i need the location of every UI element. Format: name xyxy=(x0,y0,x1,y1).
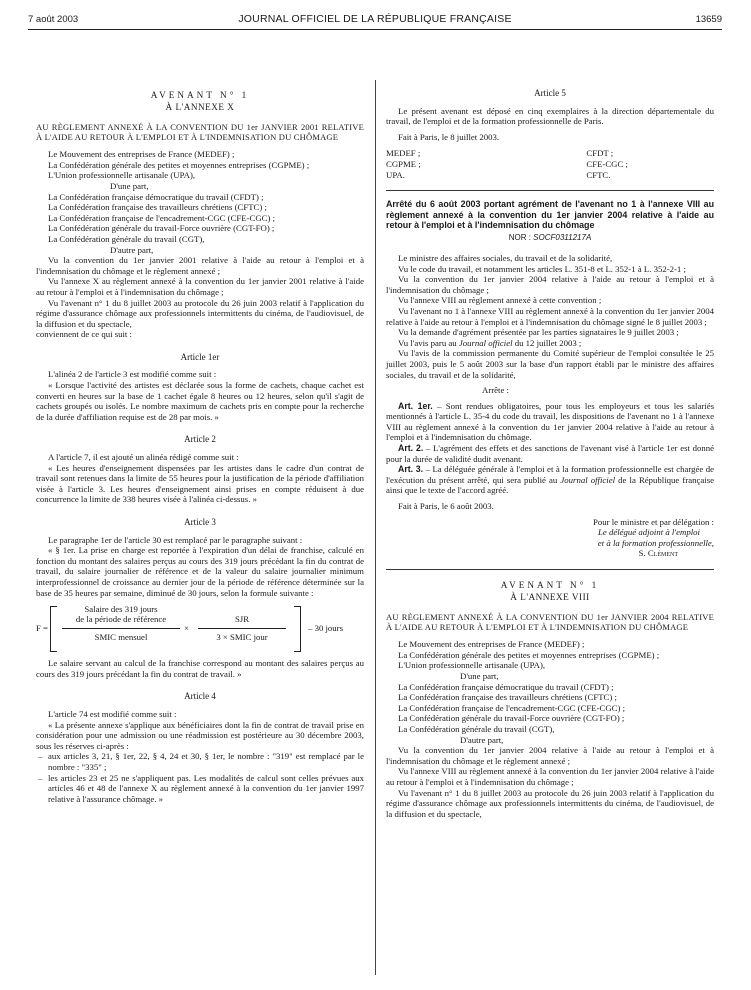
signatory: UPA. xyxy=(386,169,405,180)
arrete-article: Art. 2. – L'agrément des effets et des sanctions de l'avenant visé à l'article 1er est donné pour la durée de validité dudit avenant. xyxy=(386,443,714,464)
article-heading: Article 2 xyxy=(184,434,216,445)
formula-bracket-left xyxy=(50,606,57,652)
article-text: « La présente annexe s'applique aux bénéficiaires dont la fin de contrat de travail prise en considération pour une admission ou une réadmission est postérieure au 30 décembre 2003, sous les réserves ci-après : xyxy=(36,719,364,751)
vu-paragraph: Vu la convention du 1er janvier 2001 relative à l'aide au retour à l'emploi et à l'indemnisation du chômage et le règlement annexé ; xyxy=(36,255,364,276)
formula-lhs: F = xyxy=(36,623,48,634)
header-rule xyxy=(28,29,722,30)
union-line: La Confédération française de l'encadrement-CGC (CFE-CGC) ; xyxy=(48,212,276,223)
formula-times: × xyxy=(184,623,189,634)
article-heading: Article 1er xyxy=(180,351,220,362)
list-item: – aux articles 3, 21, § 1er, 22, § 4, 24 et 30, § 1er, le nombre : "319" est remplacé par le nombre : "335" ; xyxy=(38,751,364,772)
dune-part: D'une part, xyxy=(460,670,499,681)
table-row xyxy=(386,159,714,170)
party-line: La Confédération générale des petites et moyennes entreprises (CGPME) ; xyxy=(48,159,310,170)
journal-title: JOURNAL OFFICIEL DE LA RÉPUBLIQUE FRANÇAISE xyxy=(238,13,512,25)
avenant-heading: AVENANT N° 1 xyxy=(500,580,600,590)
signatory: CGPME ; xyxy=(386,158,421,169)
conviennent: conviennent de ce qui suit : xyxy=(36,329,132,340)
arrete-article: Art. 1er. – Sont rendues obligatoires, pour tous les employeurs et tous les salariés mentionnés à l'article L. 35-4 du code du travail, les dispositions de l'avenant no 1 à l'annexe VIII au règlement annexé à la convention du 1er janvier 2004 relative à l'aide au retour à l'emploi et à l'indemnisation du chômage. xyxy=(386,400,714,443)
formula-numerator-1a: Salaire des 319 jours xyxy=(84,604,158,615)
vu-paragraph: Vu l'annexe VIII au règlement annexé à la convention du 1er janvier 2004 relative à l'aide au retour à l'emploi et à l'indemnisation du chômage ; xyxy=(386,766,714,787)
union-line: La Confédération française des travailleurs chrétiens (CFTC) ; xyxy=(48,202,267,213)
union-line: La Confédération générale du travail-Force ouvrière (CGT-FO) ; xyxy=(48,223,275,234)
dautre-part: D'autre part, xyxy=(110,244,154,255)
left-column xyxy=(36,90,364,804)
page-header xyxy=(28,12,722,28)
formula-fraction-1 xyxy=(62,604,180,643)
annexe-heading: À L'ANNEXE VIII xyxy=(510,591,590,602)
article-text: Le salaire servant au calcul de la franchise correspond au montant des salaires perçus au cours des 319 jours précédant la fin du contrat de travail. » xyxy=(36,658,364,679)
party-line: La Confédération générale des petites et moyennes entreprises (CGPME) ; xyxy=(398,649,660,660)
annexe-heading: À L'ANNEXE X xyxy=(165,101,235,112)
formula-numerator-1b: de la période de référence xyxy=(75,614,167,625)
vu-paragraph: Vu la convention du 1er janvier 2004 relative à l'aide au retour à l'emploi et à l'indemnisation du chômage et le règlement annexé ; xyxy=(386,745,714,766)
reserve-list xyxy=(36,751,364,804)
signer-line: et à la formation professionnelle, xyxy=(597,537,714,548)
signatory: CFE-CGC ; xyxy=(586,158,628,169)
avenant-subtitle: AU RÈGLEMENT ANNEXÉ À LA CONVENTION DU 1er JANVIER 2004 RELATIVE À L'AIDE AU RETOUR À L'EMPLOI ET À L'INDEMNISATION DU CHÔMAGE xyxy=(386,612,714,633)
section-separator xyxy=(386,569,714,570)
table-row xyxy=(386,170,714,181)
party-line: Le Mouvement des entreprises de France (MEDEF) ; xyxy=(48,149,235,160)
signatories-table xyxy=(386,148,714,180)
party-line: Le Mouvement des entreprises de France (MEDEF) ; xyxy=(398,639,585,650)
signatory: MEDEF ; xyxy=(386,148,421,159)
avenant-heading: AVENANT N° 1 xyxy=(150,90,250,100)
party-line: L'Union professionnelle artisanale (UPA), xyxy=(48,170,196,181)
vu-paragraph: Vu la convention du 1er janvier 2004 relative à l'aide au retour à l'emploi et à l'indemnisation du chômage ; xyxy=(386,274,714,295)
union-line: La Confédération française démocratique du travail (CFDT) ; xyxy=(48,191,264,202)
formula-denominator-2: 3 × SMIC jour xyxy=(216,632,268,643)
vu-paragraph: Vu le code du travail, et notamment les articles L. 351-8 et L. 352-1 à L. 352-2-1 ; xyxy=(398,263,686,274)
formula-fraction-bar-1 xyxy=(62,628,180,629)
fait-a-paris: Fait à Paris, le 8 juillet 2003. xyxy=(398,131,500,142)
fait-a-paris: Fait à Paris, le 6 août 2003. xyxy=(398,501,494,512)
vu-paragraph: Vu l'annexe VIII au règlement annexé à cette convention ; xyxy=(398,295,602,306)
ministre-line: Le ministre des affaires sociales, du travail et de la solidarité, xyxy=(398,252,613,263)
arrete-title: Arrêté du 6 août 2003 portant agrément de l'avenant no 1 à l'annexe VIII au règlement annexé à la convention du 1er janvier 2004 relative à l'aide au retour à l'emploi et à l'indemnisation du chômage xyxy=(386,199,714,230)
formula-denominator-1: SMIC mensuel xyxy=(94,632,148,643)
franchise-formula xyxy=(36,604,364,654)
vu-paragraph: Vu l'avenant n° 1 du 8 juillet 2003 au protocole du 26 juin 2003 relatif à l'application du régime d'assurance chômage aux professionnels intermittents du cinéma, de l'audiovisuel, de la diffusion et du spectacle, xyxy=(36,297,364,329)
formula-fraction-bar-2 xyxy=(198,628,286,629)
formula-minus: – 30 jours xyxy=(308,623,343,634)
article-heading: Article 4 xyxy=(184,691,216,702)
signer-line: Pour le ministre et par délégation : xyxy=(592,516,714,527)
dune-part: D'une part, xyxy=(110,180,149,191)
issue-date: 7 août 2003 xyxy=(28,14,79,25)
nor-code: SOCF0311217A xyxy=(533,233,592,243)
right-column xyxy=(386,88,714,819)
page-number: 13659 xyxy=(695,14,722,25)
party-line: L'Union professionnelle artisanale (UPA), xyxy=(398,660,546,671)
union-line: La Confédération générale du travail-Force ouvrière (CGT-FO) ; xyxy=(398,713,625,724)
signer-line: Le délégué adjoint à l'emploi xyxy=(598,527,700,538)
vu-paragraph: Vu l'avis de la commission permanente du Comité supérieur de l'emploi consultée le 25 juillet 2003, puis le 5 août 2003 sur la base d'un rapport établi par le ministre des affaires sociales, du travail et de la solidarité, xyxy=(386,348,714,380)
union-line: La Confédération française démocratique du travail (CFDT) ; xyxy=(398,681,614,692)
arrete-article: Art. 3. – La déléguée générale à l'emploi et à la formation professionnelle est chargée de l'exécution du présent arrêté, qui sera publié au Journal officiel de la République française ainsi que le texte de l'accord agréé. xyxy=(386,464,714,496)
list-item: – les articles 23 et 25 ne s'appliquent pas. Les modalités de calcul sont celles prévues aux articles 46 et 48 de l'annexe X au règlement annexé à la convention du 1er janvier 1997 relative à l'assurance chômage. » xyxy=(38,772,364,804)
article-heading: Article 3 xyxy=(184,517,216,527)
union-line: La Confédération française de l'encadrement-CGC (CFE-CGC) ; xyxy=(398,702,626,713)
article-text: L'alinéa 2 de l'article 3 est modifié comme suit : xyxy=(48,369,217,380)
formula-bracket-right xyxy=(294,606,301,652)
article-text: « § 1er. La prise en charge est reportée à l'expiration d'un délai de franchise, calculé en fonction du montant des salaires perçus au cours des 319 jours précédant la fin du contrat de travail, du salaire journalier de référence et de la valeur du salaire journalier minimum interprofessionnel de croissance au dernier jour de la période de référence déterminée sur la base de 35 heures par semaine, diminué de 30 jours, selon la formule suivante : xyxy=(36,545,364,598)
article-text: « Lorsque l'activité des artistes est déclarée sous la forme de cachets, chaque cachet est converti en heures sur la base de 1 cachet égale 8 heures ou 12 heures, selon qu'il s'agit de cachets groupés ou isolés. Le nombre maximum de cachets pris en compte pour la recherche de la durée d'affiliation requise est de 28 par mois. » xyxy=(36,380,364,422)
article-heading: Article 5 xyxy=(534,88,566,98)
vu-paragraph: Vu l'avenant no 1 à l'annexe VIII au règlement annexé à la convention du 1er janvier 2004 relative à l'aide au retour à l'emploi et à l'indemnisation du chômage signé le 8 juillet 2003 ; xyxy=(386,305,714,327)
vu-paragraph: Vu l'annexe X au règlement annexé à la convention du 1er janvier 2001 relative à l'aide au retour à l'emploi et à l'indemnisation du chômage ; xyxy=(36,276,364,297)
section-separator xyxy=(386,190,714,191)
arrete-label: Arrête : xyxy=(482,385,509,396)
union-line: La Confédération française des travailleurs chrétiens (CFTC) ; xyxy=(398,692,617,703)
article-text: Le présent avenant est déposé en cinq exemplaires à la direction départementale du travail, de l'emploi et de la formation professionnelle de Paris. xyxy=(386,105,714,127)
vu-avis: Vu l'avis paru au Journal officiel du 12 juillet 2003 ; xyxy=(398,337,582,348)
table-row xyxy=(386,148,714,159)
article-text: Le paragraphe 1er de l'article 30 est remplacé par le paragraphe suivant : xyxy=(48,534,303,545)
formula-numerator-2: SJR xyxy=(234,614,250,625)
vu-paragraph: Vu l'avenant n° 1 du 8 juillet 2003 au protocole du 26 juin 2003 relatif à l'application du régime d'assurance chômage aux professionnels intermittents du cinéma, de l'audiovisuel, de la diffusion et du spectacle, xyxy=(386,787,714,819)
article-text: « Les heures d'enseignement dispensées par les artistes dans le cadre d'un contrat de travail sont retenues dans la limite de 55 heures pour la justification de la période d'affiliation visée à l'article 3. Les heures d'enseignement ainsi prises en compte réduisent à due concurrence la limite de 338 heures visée à l'alinéa ci-dessus. » xyxy=(36,462,364,505)
signatory: CFDT ; xyxy=(586,148,614,159)
nor-reference: NOR : SOCF0311217A xyxy=(508,233,592,243)
union-line: La Confédération générale du travail (CGT), xyxy=(48,233,205,244)
vu-paragraph: Vu la demande d'agrément présentée par les parties signataires le 9 juillet 2003 ; xyxy=(398,327,679,338)
article-text: A l'article 7, il est ajouté un alinéa rédigé comme suit : xyxy=(48,452,239,463)
signer-name: S. Clément xyxy=(638,548,678,559)
article-text: L'article 74 est modifié comme suit : xyxy=(48,708,177,719)
column-divider xyxy=(375,80,376,975)
signatory: CFTC. xyxy=(586,169,611,180)
avenant-subtitle: AU RÈGLEMENT ANNEXÉ À LA CONVENTION DU 1er JANVIER 2001 RELATIVE À L'AIDE AU RETOUR À L'EMPLOI ET À L'INDEMNISATION DU CHÔMAGE xyxy=(36,122,364,143)
dautre-part: D'autre part, xyxy=(460,734,504,745)
union-line: La Confédération générale du travail (CGT), xyxy=(398,723,555,734)
